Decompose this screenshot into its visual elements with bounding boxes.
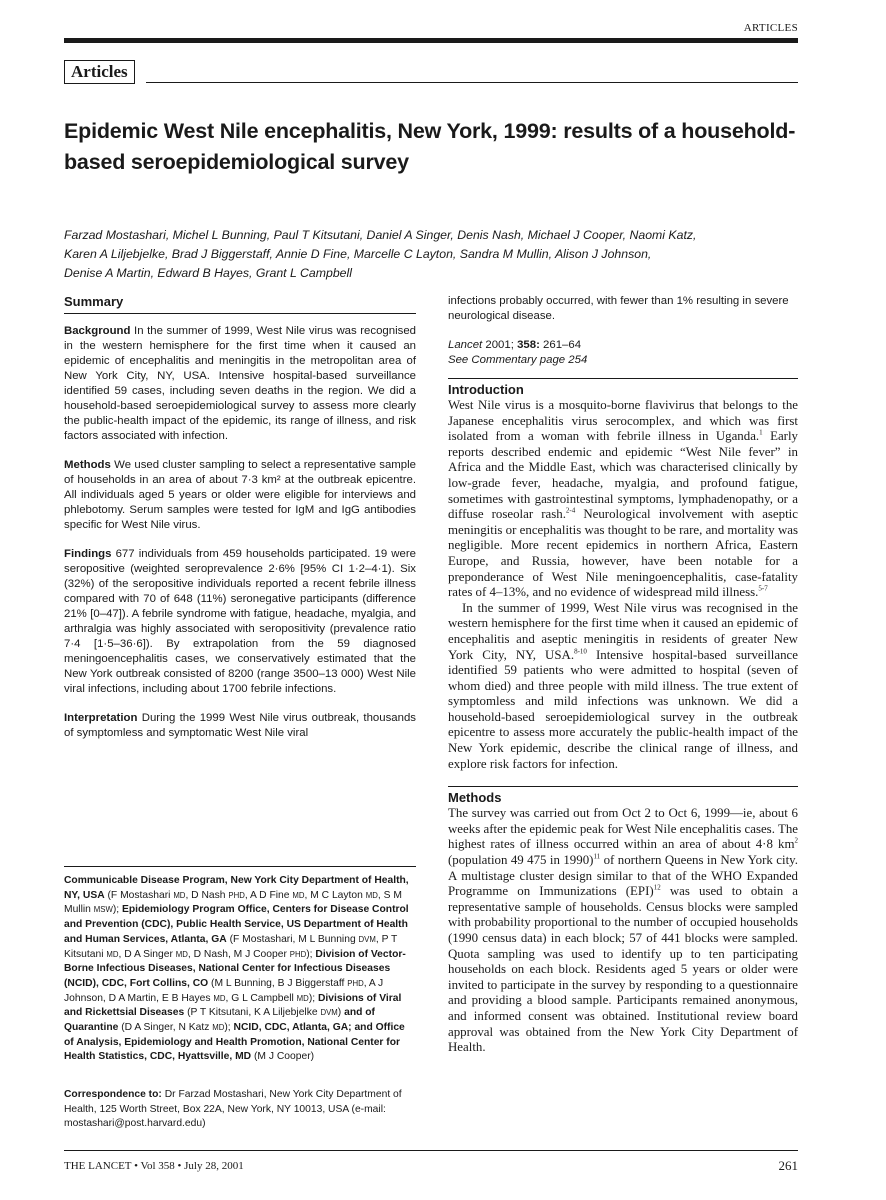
page-number: 261 — [778, 1158, 798, 1173]
section-rule — [146, 82, 798, 83]
affiliation-nyc: Communicable Disease Program, New York City Department of Health, NY, USA — [64, 875, 409, 901]
interpretation-text: During the 1999 West Nile virus outbreak, thousands of symptomless and symptomatic West Nile viral — [64, 712, 416, 739]
citation-commentary: See Commentary page 254 — [448, 354, 588, 366]
methods-heading: Methods — [448, 786, 798, 806]
author-line: Denise A Martin, Edward B Hayes, Grant L Campbell — [64, 266, 352, 280]
introduction-paragraph-2: In the summer of 1999, West Nile virus was recognised in the western hemisphere for the first time when it caused an epidemic of encephalitis and aseptic meningitis in residents of greater New York City, NY, USA.$^{8-10}$ Intensive hospital-based surveillance identified 59 patients who were admitted to hospital (seven of whom died) and three people with mild illness. The true extent of symptomless and mild infections was unknown. We did a household-based seroepidemiological survey in the outbreak epicentre to assess more accurately the public-health impact of the New York epidemic, describe the clinical range of illness, and explore risk factors for infection. — [448, 600, 798, 771]
affiliations: Communicable Disease Program, New York City Department of Health, NY, USA (F Mostashari MD, D Nash PHD, A D Fine MD, M C Layton MD, S M Mullin MSW); Epidemiology Program Office, Centers for Disease Control and Prevention (CDC), Public Health Service, US Department of Health and Human Services, Atlanta, GA (F Mostashari, M L Bunning DVM, P T Kitsutani MD, D A Singer MD, D Nash, M J Cooper PHD); Division of Vector-Borne Infectious Diseases, National Center for Infectious Diseases (NCID), CDC, Fort Collins, CO (M L Bunning, B J Biggerstaff PHD, A J Johnson, D A Martin, E B Hayes MD, G L Campbell MD); Divisions of Viral and Rickettsial Diseases (P T Kitsutani, K A Liljebjelke DVM) and of Quarantine (D A Singer, N Katz MD); NCID, CDC, Atlanta, GA; and Office of Analysis, Epidemiology and Health Promotion, National Center for Health Statistics, CDC, Hyattsville, MD (M J Cooper) — [64, 875, 409, 1063]
correspondence-label: Correspondence to: — [64, 1089, 162, 1100]
citation-year: 2001; — [485, 339, 514, 351]
summary-heading: Summary — [64, 294, 416, 314]
background-text: In the summer of 1999, West Nile virus was recognised in the western hemisphere for the first time when it caused an epidemic of encephalitis and meningitis in the metropolitan area of New York City, NY, USA. Intensive hospital-based surveillance identified 59 cases, including seven deaths in the region. We did a household-based seroepidemiological survey to assess more clearly the public-health impact of the epidemic, its range of illness, and risk factors associated with infection. — [64, 325, 416, 442]
right-column — [448, 294, 798, 1056]
methods-text: We used cluster sampling to select a representative sample of households in an area of about 7·3 km² at the outbreak epicentre. All individuals aged 5 years or older were eligible for interviews and phlebotomy. Serum samples were tested for IgM and IgG antibodies specific for West Nile virus. — [64, 459, 416, 531]
methods-paragraph-1: The survey was carried out from Oct 2 to Oct 6, 1999—ie, about 6 weeks after the epidemic peak for West Nile encephalitis cases. The highest rates of illness occurred within an area of about 4·8 $km^2$ (population 49 475 in 1990)$^{11}$ of northern Queens in New York city. A multistage cluster design similar to that of the WHO Expanded Programme on Immunizations (EPI)$^{12}$ was used to obtain a representative sample of households. Census blocks were sampled with probability proportional to the number of occupied households (1990 census data) in each block; 57 of 441 blocks were sampled. Quota sampling was used to identify up to ten participating households on each block. Residents aged 5 years or older were invited to participate in the survey by responding to a questionnaire and providing a blood sample. Participants remained anonymous, and informed consent was obtained. Institutional review board approval was obtained from the New York City Department of Health. — [448, 806, 798, 1055]
top-rule — [64, 38, 798, 43]
left-column — [64, 294, 416, 755]
correspondence — [64, 1088, 416, 1132]
abstract-methods — [64, 458, 416, 533]
affiliation-viral: Divisions of Viral and Rickettsial Diseases — [64, 992, 402, 1019]
introduction-heading: Introduction — [448, 378, 798, 398]
citation-pages: 261–64 — [543, 339, 582, 351]
citation — [448, 338, 798, 368]
interpretation-continued: infections probably occurred, with fewer than 1% resulting in severe neurological disease. — [448, 295, 789, 322]
citation-volume: 358: — [517, 339, 540, 351]
abstract-background — [64, 324, 416, 444]
running-head: ARTICLES — [743, 22, 798, 34]
citation-journal: Lancet — [448, 339, 483, 351]
abstract-interpretation — [64, 711, 416, 741]
findings-text: 677 individuals from 459 households participated. 19 were seropositive (weighted seroprevalence 2·6% [95% CI 1·2–4·1). Six (32%) of the seropositive individuals reported a recent febrile illness compared with 70 of 648 (11%) seronegative participants (difference 21% [0–47]). A febrile syndrome with fatigue, headache, myalgia, and arthralgia was highly associated with seropositivity (prevalence ratio 7·4 [1·5–36·6]). By extrapolation from the 59 diagnosed meningoencephalitis cases, we conservatively estimated that the New York outbreak consisted of 8200 (range 3500–13 000) West Nile viral infections, including about 1700 febrile infections. — [64, 548, 416, 695]
author-line: Farzad Mostashari, Michel L Bunning, Paul T Kitsutani, Daniel A Singer, Denis Nash, Michael J Cooper, Naomi Katz, — [64, 228, 697, 242]
footer-journal-info: THE LANCET • Vol 358 • July 28, 2001 — [64, 1160, 244, 1172]
background-label: Background — [64, 325, 131, 337]
correspondence-text: Dr Farzad Mostashari, New York City Department of Health, 125 Worth Street, Box 22A, New York, NY 10013, USA (e-mail: mostashari@post.harvard.edu) — [64, 1089, 402, 1130]
footer-rule — [64, 1150, 798, 1151]
affiliation-vector-borne: Division of Vector-Borne Infectious Diseases, National Center for Infectious Diseases (NCID), CDC, Fort Collins, CO — [64, 948, 406, 989]
article-title: Epidemic West Nile encephalitis, New York, 1999: results of a household-based seroepidemiological survey — [64, 119, 796, 174]
affiliation-ncid: NCID, CDC, Atlanta, GA; and Office of Analysis, Epidemiology and Health Promotion, National Center for Health Statistics, CDC, Hyattsville, MD — [64, 1022, 405, 1063]
section-label: Articles — [64, 60, 135, 84]
affiliation-cdc-epo: Epidemiology Program Office, Centers for Disease Control and Prevention (CDC), Public Health Service, US Department of Health and Human Services, Atlanta, GA — [64, 904, 409, 945]
abstract-findings — [64, 547, 416, 697]
author-list — [64, 226, 784, 283]
methods-label: Methods — [64, 459, 111, 471]
affiliation-quarantine: and of Quarantine — [64, 1007, 375, 1034]
introduction-paragraph-1: West Nile virus is a mosquito-borne flavivirus that belongs to the Japanese encephalitis virus serocomplex, and which was first isolated from a woman with febrile illness in Uganda.$^1$ Early reports described endemic and epidemic “West Nile fever” in Africa and the Middle East, which was characterised clinically by low-grade fever, headache, myalgia, and profound fatigue, sometimes with gastrointestinal symptoms, lymphadenopathy, or a diffuse roseolar rash.$^{2-4}$ Neurological involvement with aseptic meningitis or encephalitis was thought to be rare, and mortality was negligible. More recent epidemics in northern Africa, Eastern Europe, and Russia, however, have been notable for a preponderance of West Nile meningoencephalitis, case-fatality rates of 4–13%, and no evidence of widespread mild illness.$^{5-7}$ — [448, 398, 798, 600]
interpretation-label: Interpretation — [64, 712, 138, 724]
author-line: Karen A Liljebjelke, Brad J Biggerstaff, Annie D Fine, Marcelle C Layton, Sandra M Mullin, Alison J Johnson, — [64, 247, 652, 261]
affiliation-names: (F Mostashari MD, D Nash PHD, A D Fine MD, M C Layton MD, S M Mullin MSW); — [64, 889, 402, 916]
affiliation-rule — [64, 866, 416, 867]
findings-label: Findings — [64, 548, 112, 560]
